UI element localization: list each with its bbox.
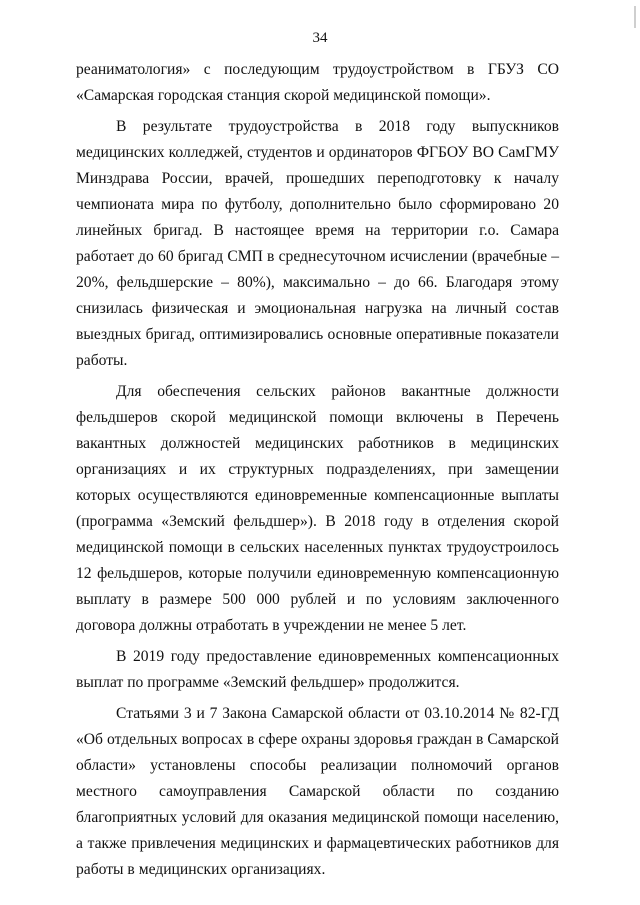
page-number: 34 xyxy=(312,30,328,46)
paragraph-samara-law: Статьями 3 и 7 Закона Самарской области от 03.10.2014 № 82-ГД «Об отдельных вопросах в сфере охраны здоровья граждан в Самарской области» установлены способы реализации полномочий органов местного самоуправления Самарской области по созданию благоприятных условий для оказания медицинской помощи населению, а также привлечения медицинских и фармацевтических работников для работы в медицинских организациях. xyxy=(76,705,559,878)
paragraph-employment-results: В результате трудоустройства в 2018 году выпускников медицинских колледжей, студентов и ординаторов ФГБОУ ВО СамГМУ Минздрава России, врачей, прошедших переподготовку к началу чемпионата мира по футболу, дополнительно было сформировано 20 линейных бригад. В настоящее время на территории г.о. Самара работает до 60 бригад СМП в среднесуточном исчислении (врачебные – 20%, фельдшерские – 80%), максимально – до 66. Благодаря этому снизилась физическая и эмоциональная нагрузка на личный состав выездных бригад, оптимизировались основные оперативные показатели работы. xyxy=(76,118,559,369)
paragraph-continuation: реаниматология» с последующим трудоустройством в ГБУЗ СО «Самарская городская станция скорой медицинской помощи». xyxy=(76,61,559,104)
paragraph-rural-paramedics: Для обеспечения сельских районов вакантные должности фельдшеров скорой медицинской помощи включены в Перечень вакантных должностей медицинских работников в медицинских организациях и их структурных подразделениях, при замещении которых осуществляются единовременные компенсационные выплаты (программа «Земский фельдшер»). В 2018 году в отделения скорой медицинской помощи в сельских населенных пунктах трудоустроилось 12 фельдшеров, которые получили единовременную компенсационную выплату в размере 500 000 рублей и по условиям заключенного договора должны отработать в учреждении не менее 5 лет. xyxy=(76,383,559,634)
scan-edge-mark xyxy=(634,6,636,28)
paragraph-program-2019: В 2019 году предоставление единовременных компенсационных выплат по программе «Земский фельдшер» продолжится. xyxy=(76,648,559,691)
document-body xyxy=(76,57,559,883)
